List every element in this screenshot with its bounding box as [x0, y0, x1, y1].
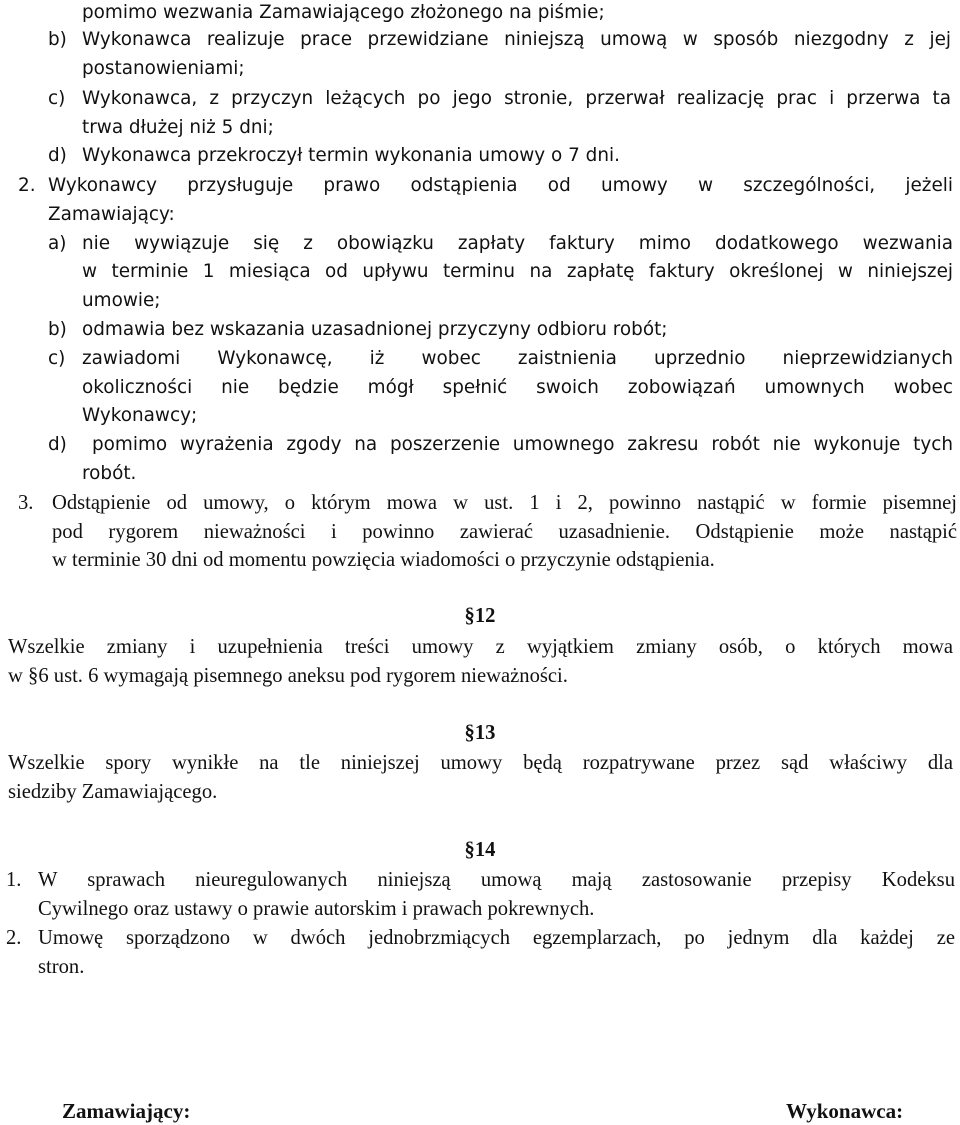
- item-number: 3.: [18, 492, 34, 514]
- list-marker: c): [48, 88, 66, 109]
- section-number: 14: [474, 839, 496, 861]
- list-item-text: odmawia bez wskazania uzasadnionej przyczyny odbioru robót;: [82, 319, 668, 340]
- list-item-text: Wykonawca przekroczył termin wykonania umowy o 7 dni.: [82, 145, 620, 166]
- item-number: 2.: [6, 927, 22, 949]
- list-item-text: Wykonawcy;: [82, 405, 198, 426]
- list-item-text: nie wywiązuje się z obowiązku zapłaty faktury mimo dodatkowego wezwania: [82, 233, 953, 254]
- list-item-text: postanowieniami;: [82, 58, 245, 79]
- section-sign: §: [464, 722, 475, 744]
- section-sign: §: [464, 605, 475, 627]
- paragraph-line: siedziby Zamawiającego.: [8, 781, 218, 803]
- text-fragment: w §: [8, 665, 39, 687]
- section-heading: [0, 836, 960, 864]
- list-item-text: w terminie 1 miesiąca od upływu terminu na zapłatę faktury określonej w niniejszej: [82, 261, 953, 282]
- paragraph-line: w terminie 30 dni od momentu powzięcia wiadomości o przyczynie odstąpienia.: [52, 549, 715, 571]
- section-heading: [0, 602, 960, 630]
- item-number: 2.: [18, 175, 36, 196]
- paragraph-line: Wszelkie spory wynikłe na tle niniejszej umowy będą rozpatrywane przez sąd właściwy dla: [8, 752, 953, 774]
- list-item-text: Wykonawca, z przyczyn leżących po jego stronie, przerwał realizację prac i przerwa ta: [82, 88, 951, 109]
- list-marker: c): [48, 348, 66, 369]
- list-item-text: pomimo wyrażenia zgody na poszerzenie umownego zakresu robót nie wykonuje tych: [92, 434, 953, 455]
- paragraph-line: Zamawiający:: [48, 204, 175, 225]
- item-number: 1.: [6, 869, 22, 891]
- list-item-text: trwa dłużej niż 5 dni;: [82, 117, 274, 138]
- signature-label-contractor: Wykonawca:: [786, 1099, 904, 1123]
- paragraph-line: Odstąpienie od umowy, o którym mowa w ust. 1 i 2, powinno nastąpić w formie pisemnej: [52, 492, 957, 514]
- paragraph-line: Umowę sporządzono w dwóch jednobrzmiących egzemplarzach, po jednym dla każdej ze: [38, 927, 955, 949]
- list-item-text: Wykonawca realizuje prace przewidziane niniejszą umową w sposób niezgodny z jej: [82, 29, 951, 50]
- list-item-text: okoliczności nie będzie mógł spełnić swoich zobowiązań umownych wobec: [82, 377, 953, 398]
- signature-label-employer: Zamawiający:: [62, 1099, 191, 1123]
- section-sign: §: [464, 839, 475, 861]
- list-marker: a): [48, 233, 67, 254]
- paragraph-line: Wykonawcy przysługuje prawo odstąpienia od umowy w szczególności, jeżeli: [48, 175, 953, 196]
- text-fragment: 6 ust. 6 wymagają pisemnego aneksu pod rygorem nieważności.: [38, 665, 568, 687]
- list-marker: d): [48, 434, 67, 455]
- section-number: 12: [474, 605, 496, 627]
- list-item-continuation: pomimo wezwania Zamawiającego złożonego na piśmie;: [82, 2, 605, 23]
- section-number: 13: [474, 722, 496, 744]
- paragraph-line: pod rygorem nieważności i powinno zawierać uzasadnienie. Odstąpienie może nastąpić: [52, 521, 957, 543]
- list-marker: b): [48, 29, 67, 50]
- paragraph-line: [8, 662, 568, 690]
- list-marker: b): [48, 319, 67, 340]
- section-heading: [0, 719, 960, 747]
- paragraph-line: Wszelkie zmiany i uzupełnienia treści umowy z wyjątkiem zmiany osób, o których mowa: [8, 636, 953, 658]
- paragraph-line: Cywilnego oraz ustawy o prawie autorskim i prawach pokrewnych.: [38, 898, 595, 920]
- list-item-text: umowie;: [82, 290, 161, 311]
- list-item-text: robót.: [82, 463, 137, 484]
- list-marker: d): [48, 145, 67, 166]
- list-item-text: zawiadomi Wykonawcę, iż wobec zaistnienia uprzednio nieprzewidzianych: [82, 348, 953, 369]
- paragraph-line: W sprawach nieuregulowanych niniejszą umową mają zastosowanie przepisy Kodeksu: [38, 869, 955, 891]
- paragraph-line: stron.: [38, 956, 85, 978]
